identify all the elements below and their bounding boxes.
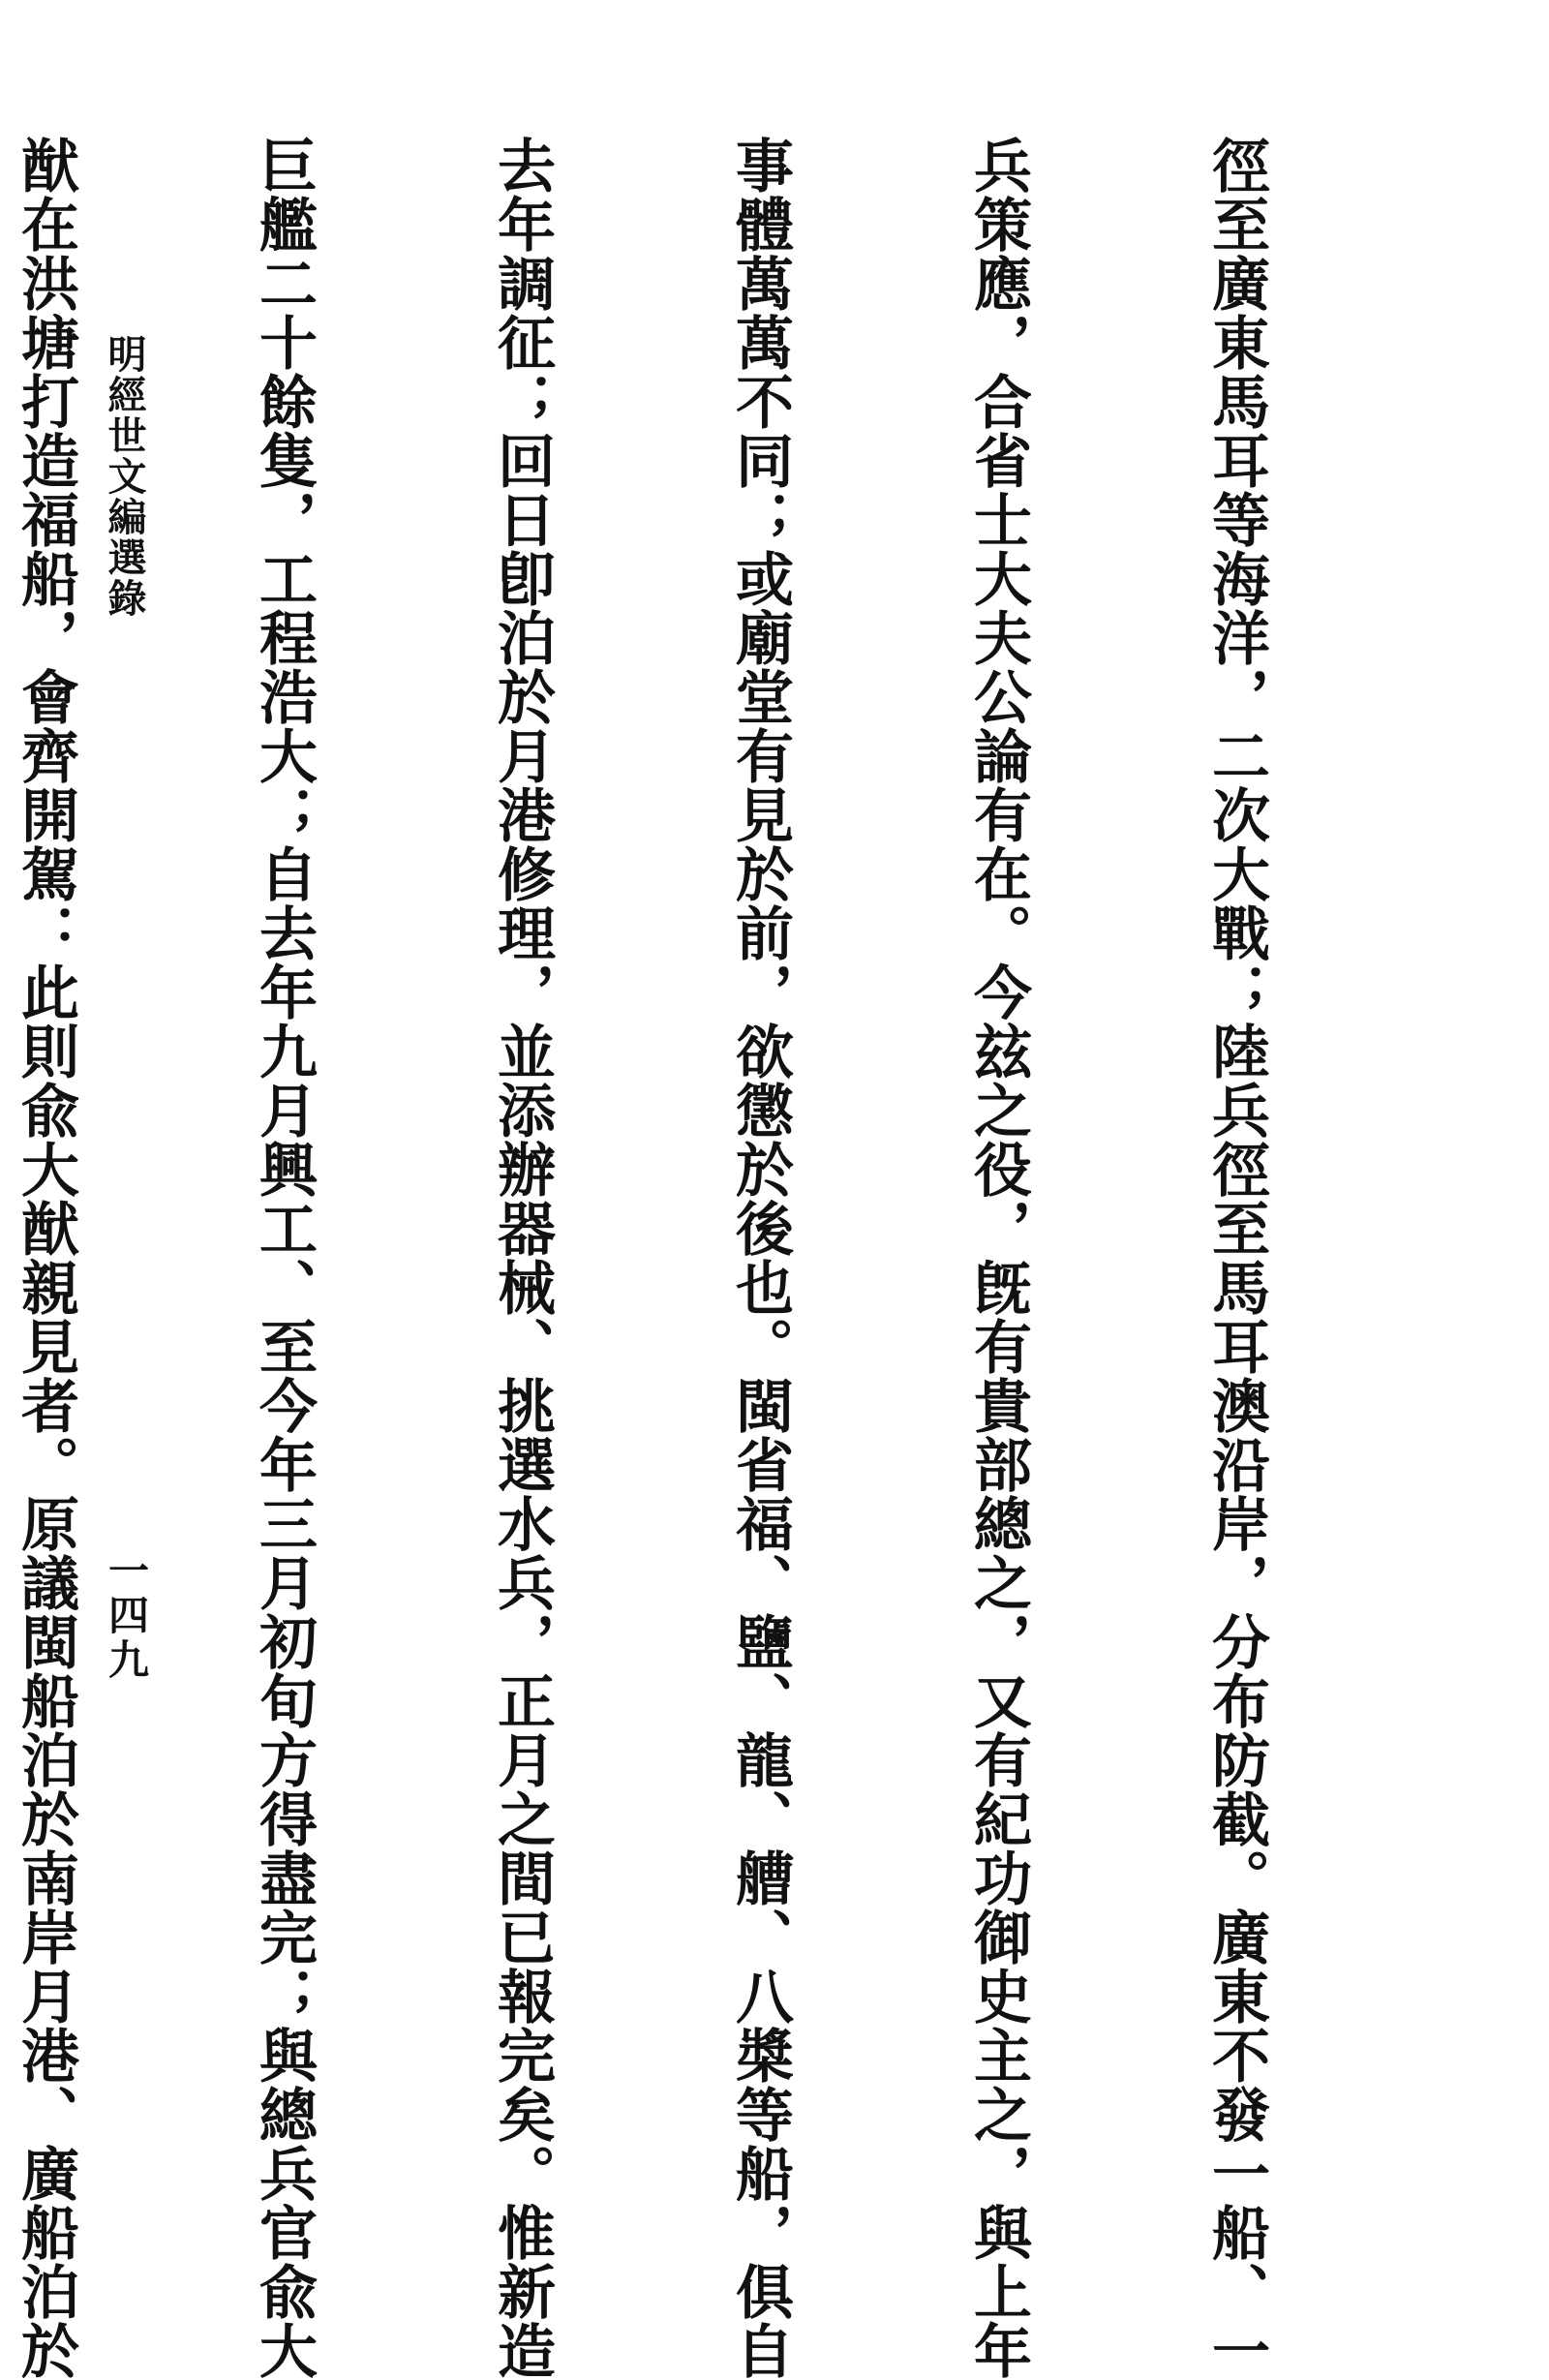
body-text xyxy=(0,136,1435,2380)
text-column-3: 事體萬萬不同；或廟堂有見於前，欲懲於後也。閩省福、鹽、龍、艚、八槳等船，俱自 xyxy=(726,136,794,2380)
text-column-5: 巨艦二十餘隻，工程浩大；自去年九月興工、至今年三月初旬方得盡完；與總兵官兪大 xyxy=(250,136,318,2380)
text-column-4: 去年調征；回日卽泊於月港修理，並添辦器械、挑選水兵，正月之間已報完矣。惟新造 xyxy=(488,136,556,2380)
text-column-6: 猷在洪塘打造福船，會齊開駕：此則兪大猷親見者。原議閩船泊於南岸月港、廣船泊於 xyxy=(12,136,79,2380)
text-column-2: 兵策應，合省士大夫公論有在。今玆之役，旣有貴部總之，又有紀功御史主之，與上年 xyxy=(964,136,1032,2380)
text-column-1: 徑至廣東馬耳等海洋，二次大戰；陸兵徑至馬耳澳沿岸，分布防截。廣東不發一船、一 xyxy=(1202,136,1270,2380)
running-title: 明經世文編選錄 xyxy=(102,334,147,619)
page-number: 一四九 xyxy=(103,1549,150,1683)
